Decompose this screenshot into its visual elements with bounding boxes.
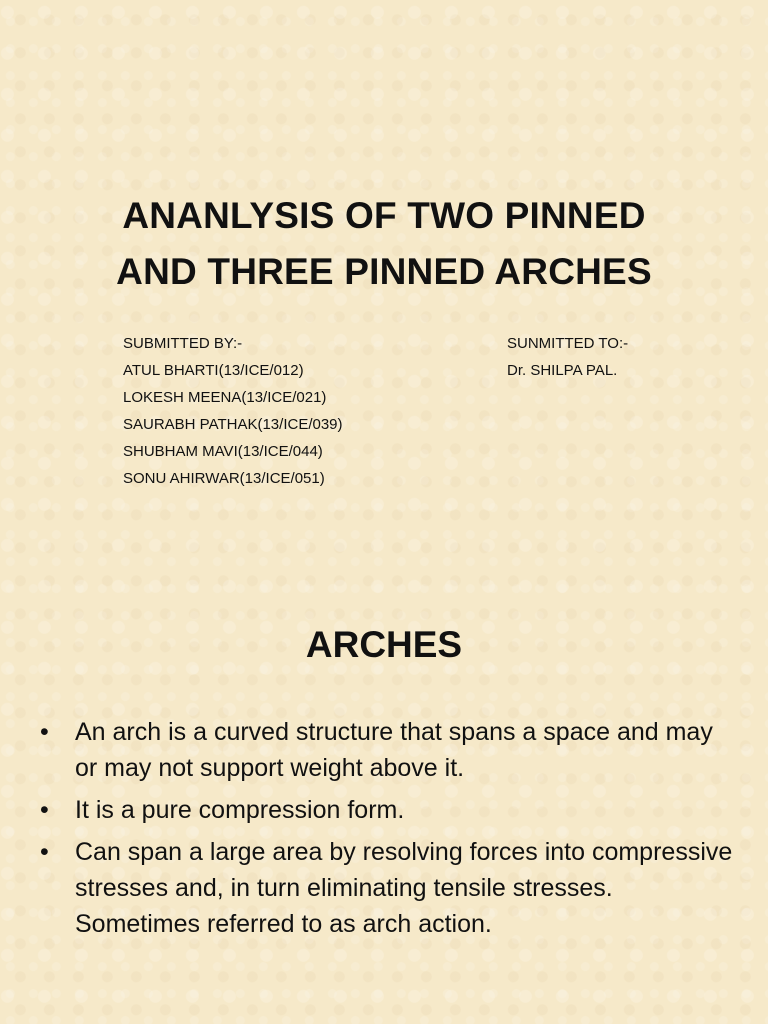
submitted-to-block <box>507 330 628 384</box>
bullet-item <box>40 834 740 942</box>
supervisor-name: Dr. SHILPA PAL. <box>507 362 618 379</box>
bullet-text: An arch is a curved structure that spans a space and may or may not support weight above it. <box>75 718 713 782</box>
member-name: SAURABH PATHAK(13/ICE/039) <box>123 416 343 433</box>
submitted-by-heading: SUBMITTED BY:- <box>123 335 243 352</box>
member-name: ATUL BHARTI(13/ICE/012) <box>123 362 304 379</box>
bullet-dot-icon: • <box>40 796 49 824</box>
bullet-dot-icon: • <box>40 838 49 866</box>
main-title-line-1: ANANLYSIS OF TWO PINNED <box>122 195 646 236</box>
bullet-item <box>40 714 740 786</box>
bullet-list <box>40 714 740 948</box>
main-title <box>40 188 728 300</box>
member-name: LOKESH MEENA(13/ICE/021) <box>123 389 327 406</box>
bullet-dot-icon: • <box>40 718 49 746</box>
member-name: SHUBHAM MAVI(13/ICE/044) <box>123 443 323 460</box>
bullet-item <box>40 792 740 828</box>
section-title: ARCHES <box>305 624 463 665</box>
member-name: SONU AHIRWAR(13/ICE/051) <box>123 470 325 487</box>
submitted-to-heading: SUNMITTED TO:- <box>507 335 629 352</box>
main-title-line-2: AND THREE PINNED ARCHES <box>116 251 652 292</box>
submitted-by-block <box>123 330 343 492</box>
bullet-text: It is a pure compression form. <box>75 796 405 824</box>
bullet-text: Can span a large area by resolving forces into compressive stresses and, in turn eliminating tensile stresses. Sometimes referred to as arch action. <box>75 838 733 938</box>
arches-slide <box>0 580 768 1024</box>
